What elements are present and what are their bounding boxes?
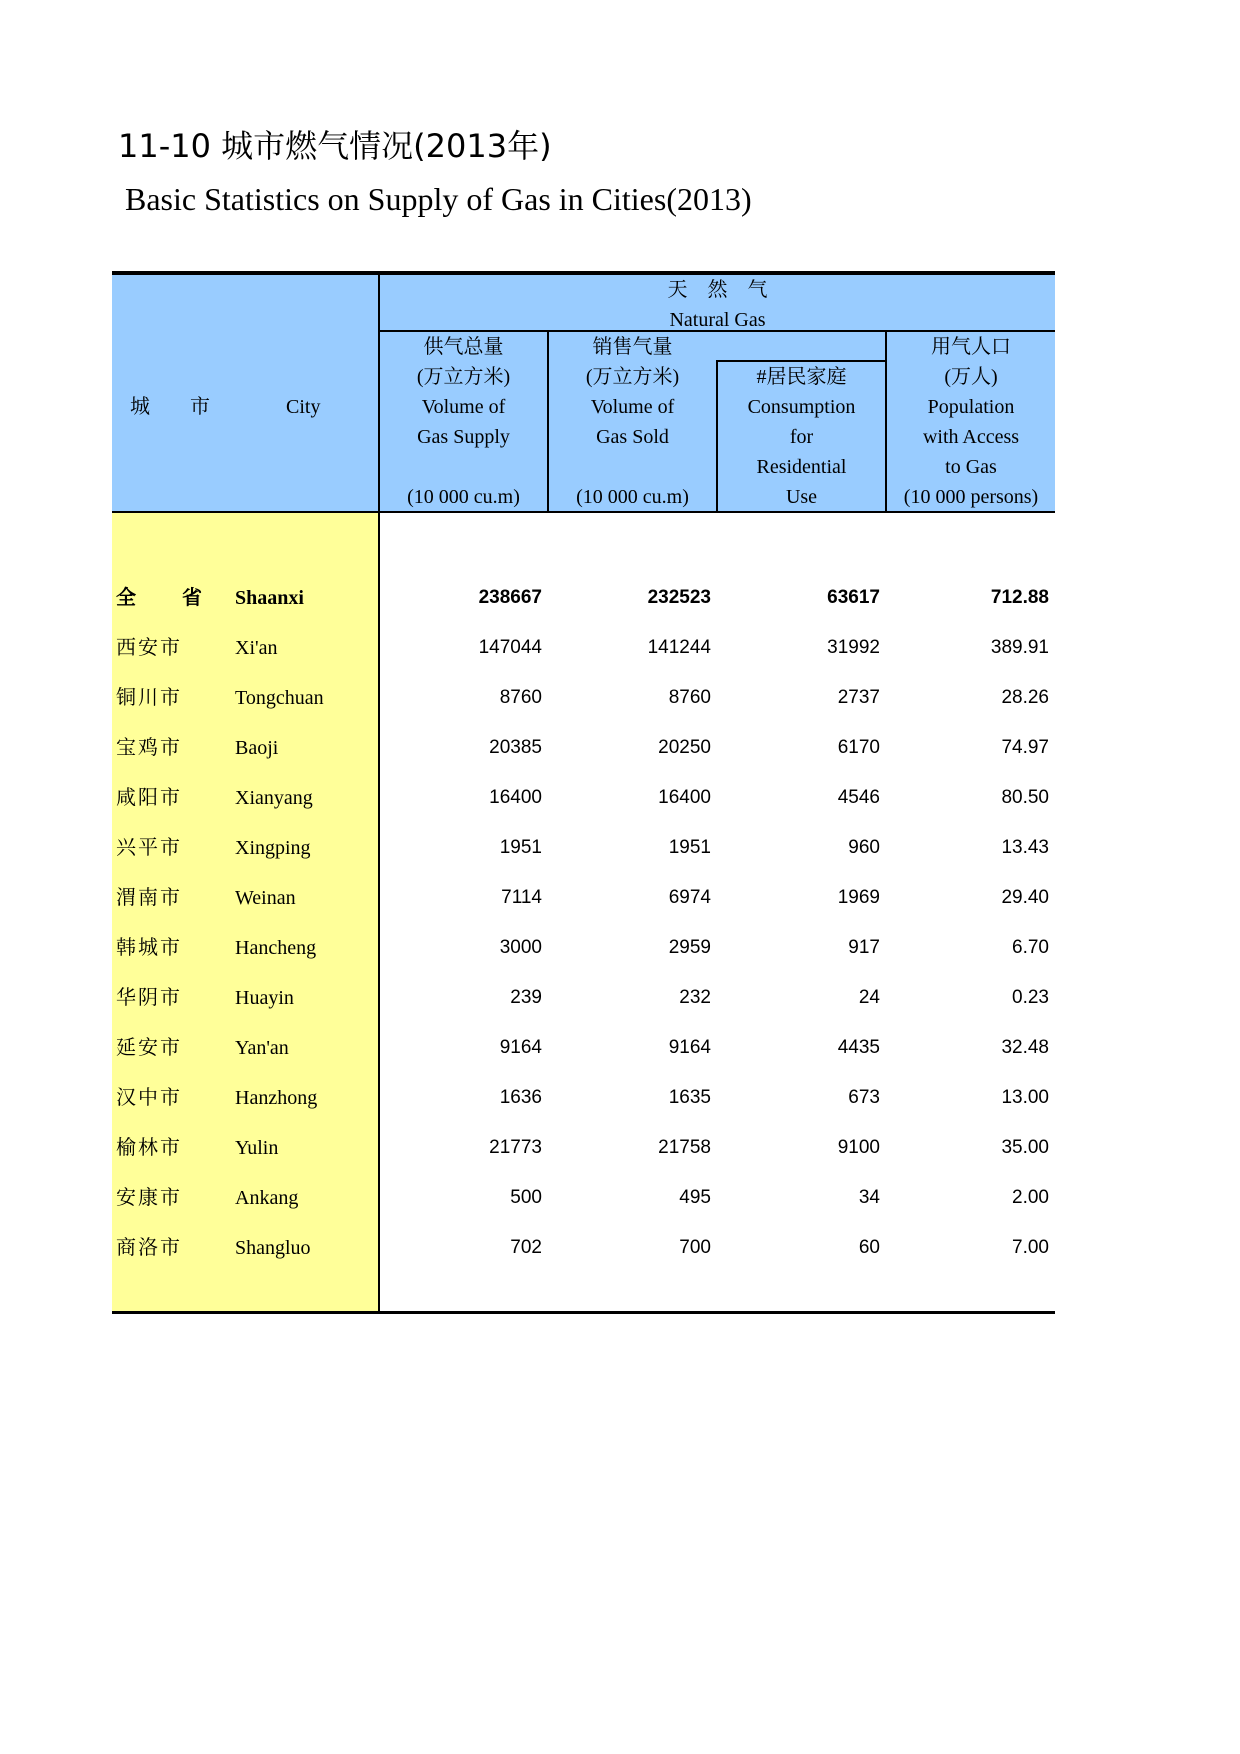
row-gas-supply: 9164 — [499, 1037, 542, 1058]
row-city-en: Xianyang — [235, 787, 313, 809]
row-gas-sold: 20250 — [658, 737, 711, 758]
row-population: 32.48 — [1001, 1037, 1049, 1058]
row-gas-supply: 3000 — [499, 937, 542, 958]
row-city-en: Xi'an — [235, 637, 278, 659]
header-col4-en1: Population — [927, 396, 1015, 418]
row-gas-sold: 1635 — [668, 1087, 711, 1108]
header-col3-en4: Use — [785, 486, 818, 508]
table-row — [112, 1023, 1055, 1073]
row-city-en: Baoji — [235, 737, 279, 759]
row-residential: 1969 — [837, 887, 880, 908]
header-col2-unit-cn: (万立方米) — [585, 366, 680, 388]
header-group-en: Natural Gas — [669, 309, 766, 331]
row-city-cn: 汉中市 — [116, 1087, 182, 1109]
header-col3-en2: for — [789, 426, 814, 448]
row-city-cn: 西安市 — [116, 637, 182, 659]
header-col2-unit: (10 000 cu.m) — [576, 486, 689, 508]
row-gas-sold: 232 — [679, 987, 711, 1008]
row-city-cn: 榆林市 — [116, 1137, 182, 1159]
row-gas-supply: 7114 — [501, 887, 542, 908]
row-gas-sold: 21758 — [658, 1137, 711, 1158]
row-gas-supply: 16400 — [489, 787, 542, 808]
page-title-cn: 11-10 城市燃气情况(2013年) — [118, 127, 552, 165]
header-col1-en2: Gas Supply — [417, 426, 510, 448]
row-population: 712.88 — [990, 587, 1049, 608]
row-city-cn: 咸阳市 — [116, 787, 182, 809]
row-gas-sold: 700 — [679, 1237, 711, 1258]
row-gas-sold: 6974 — [668, 887, 711, 908]
row-city-en: Shaanxi — [235, 587, 304, 609]
header-col3-en3: Residential — [756, 456, 847, 478]
header-col3-cn: #居民家庭 — [756, 366, 847, 388]
header-col1-unit: (10 000 cu.m) — [407, 486, 520, 508]
row-population: 0.23 — [1012, 987, 1049, 1008]
table-row — [112, 823, 1055, 873]
row-population: 28.26 — [1001, 687, 1049, 708]
row-gas-sold: 9164 — [668, 1037, 711, 1058]
row-population: 2.00 — [1012, 1187, 1049, 1208]
table-row — [112, 673, 1055, 723]
header-city-en: City — [286, 396, 321, 418]
row-population: 13.00 — [1001, 1087, 1049, 1108]
row-gas-sold: 1951 — [668, 837, 711, 858]
row-residential: 24 — [858, 987, 880, 1008]
row-city-en: Huayin — [235, 987, 294, 1009]
row-gas-sold: 141244 — [647, 637, 711, 658]
row-population: 389.91 — [990, 637, 1049, 658]
header-col2-en2: Gas Sold — [596, 426, 669, 448]
row-gas-supply: 1636 — [499, 1087, 542, 1108]
header-residential-use — [718, 362, 885, 512]
row-residential: 4435 — [837, 1037, 880, 1058]
row-city-cn: 铜川市 — [116, 687, 182, 709]
header-col2-cn: 销售气量 — [592, 336, 673, 358]
table-row — [112, 723, 1055, 773]
row-residential: 6170 — [837, 737, 880, 758]
header-natural-gas-group — [380, 275, 1055, 335]
row-city-en: Tongchuan — [235, 687, 324, 709]
row-population: 29.40 — [1001, 887, 1049, 908]
row-city-en: Hanzhong — [235, 1087, 318, 1109]
header-col2-en1: Volume of — [590, 396, 675, 418]
page-title-en: Basic Statistics on Supply of Gas in Cities(2013) — [125, 181, 752, 217]
row-city-cn: 韩城市 — [116, 937, 182, 959]
row-city-cn: 华阴市 — [116, 987, 182, 1009]
header-gas-sold — [549, 332, 716, 512]
row-city-cn: 安康市 — [116, 1187, 182, 1209]
header-col4-cn: 用气人口 — [931, 336, 1011, 358]
row-gas-supply: 21773 — [489, 1137, 542, 1158]
row-residential: 34 — [858, 1187, 880, 1208]
row-residential: 31992 — [827, 637, 880, 658]
table-row — [112, 923, 1055, 973]
row-city-cn: 延安市 — [116, 1037, 182, 1059]
row-gas-supply: 239 — [510, 987, 542, 1008]
header-col4-unit-cn: (万人) — [944, 366, 998, 388]
row-city-cn: 全 省 — [116, 587, 204, 609]
row-gas-sold: 8760 — [668, 687, 711, 708]
header-col4-en3: to Gas — [945, 456, 997, 478]
row-city-cn: 渭南市 — [116, 887, 182, 909]
header-group-cn: 天 然 气 — [667, 279, 768, 301]
row-city-en: Xingping — [235, 837, 311, 859]
table-row — [112, 1073, 1055, 1123]
header-col1-cn: 供气总量 — [423, 336, 504, 358]
row-gas-supply: 702 — [510, 1237, 542, 1258]
header-col4-en2: with Access — [922, 426, 1020, 448]
row-population: 6.70 — [1012, 937, 1049, 958]
row-gas-supply: 1951 — [499, 837, 542, 858]
table-row — [112, 1223, 1055, 1273]
row-gas-sold: 232523 — [647, 587, 711, 608]
row-population: 7.00 — [1012, 1237, 1049, 1258]
header-col1-unit-cn: (万立方米) — [416, 366, 511, 388]
table-row — [112, 973, 1055, 1023]
header-col4-unit: (10 000 persons) — [903, 486, 1039, 508]
row-population: 13.43 — [1001, 837, 1049, 858]
row-residential: 960 — [848, 837, 880, 858]
row-residential: 60 — [858, 1237, 880, 1258]
row-residential: 9100 — [837, 1137, 880, 1158]
row-city-cn: 兴平市 — [116, 837, 182, 859]
row-gas-sold: 2959 — [668, 937, 711, 958]
table-row — [112, 873, 1055, 923]
table-row — [112, 623, 1055, 673]
row-city-en: Ankang — [235, 1187, 299, 1209]
row-city-en: Hancheng — [235, 937, 317, 959]
row-city-en: Weinan — [235, 887, 296, 909]
header-gas-supply — [380, 332, 547, 512]
row-city-en: Yan'an — [235, 1037, 289, 1059]
header-city-cn: 城 市 — [130, 396, 210, 418]
table-row — [112, 773, 1055, 823]
row-residential: 63617 — [827, 587, 880, 608]
table-bottom-rule — [112, 1311, 1055, 1314]
row-gas-supply: 20385 — [489, 737, 542, 758]
table-row — [112, 1123, 1055, 1173]
table-row — [112, 1173, 1055, 1223]
row-residential: 917 — [848, 937, 880, 958]
header-col3-en1: Consumption — [747, 396, 856, 418]
row-city-cn: 宝鸡市 — [116, 737, 182, 759]
header-population — [887, 332, 1055, 512]
table-row-total — [112, 573, 1055, 623]
row-city-en: Yulin — [235, 1137, 279, 1159]
row-residential: 2737 — [837, 687, 880, 708]
row-city-en: Shangluo — [235, 1237, 311, 1259]
row-gas-supply: 8760 — [499, 687, 542, 708]
gas-statistics-table — [112, 271, 1055, 1314]
row-residential: 4546 — [837, 787, 880, 808]
row-gas-supply: 147044 — [478, 637, 542, 658]
row-population: 35.00 — [1001, 1137, 1049, 1158]
header-col1-en1: Volume of — [421, 396, 506, 418]
row-population: 74.97 — [1001, 737, 1049, 758]
row-gas-supply: 500 — [510, 1187, 542, 1208]
row-population: 80.50 — [1001, 787, 1049, 808]
row-residential: 673 — [848, 1087, 880, 1108]
row-gas-sold: 16400 — [658, 787, 711, 808]
row-gas-supply: 238667 — [478, 587, 542, 608]
row-gas-sold: 495 — [679, 1187, 711, 1208]
row-city-cn: 商洛市 — [116, 1237, 182, 1259]
